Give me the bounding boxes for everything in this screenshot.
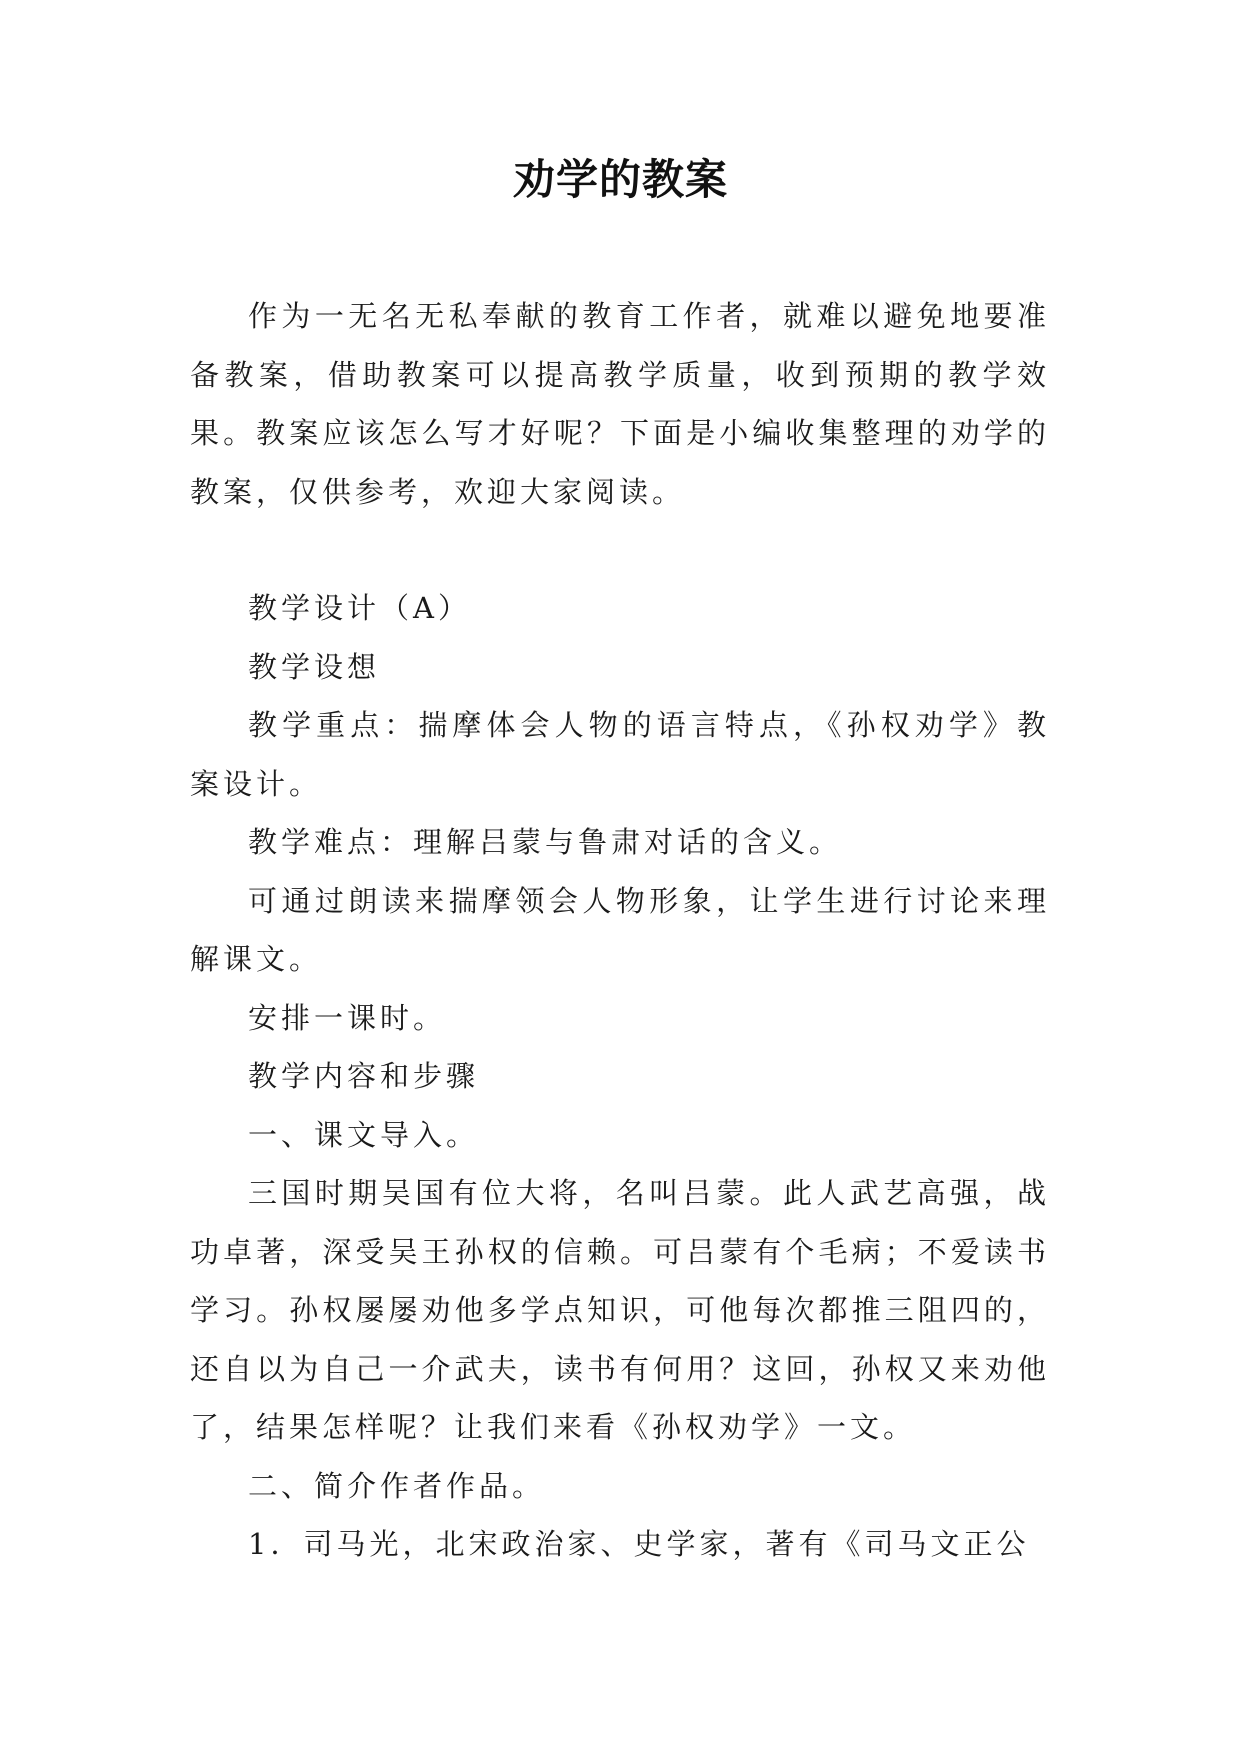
section-heading-teaching-concept: 教学设想 <box>248 649 381 684</box>
intro-paragraph: 作为一无名无私奉献的教育工作者，就难以避免地要准备教案，借助教案可以提高教学质量，收到预期的教学效果。教案应该怎么写才好呢？下面是小编收集整理的劝学的教案，仅供参考，欢迎大家阅读。 <box>190 299 1050 509</box>
section-heading-design-a: 教学设计（A） <box>248 591 471 625</box>
section-heading-introduction: 一、课文导入。 <box>248 1117 480 1152</box>
paragraph-author-item-1: 1．司马光，北宋政治家、史学家，著有《司马文正公 <box>248 1527 1030 1561</box>
paragraph-gap <box>190 521 1050 579</box>
document-body <box>190 287 1050 1574</box>
paragraph-schedule: 安排一课时。 <box>248 1000 447 1035</box>
paragraph-teaching-difficulty: 教学难点：理解吕蒙与鲁肃对话的含义。 <box>248 825 843 859</box>
section-heading-content-steps: 教学内容和步骤 <box>248 1059 480 1093</box>
paragraph-story: 三国时期吴国有位大将，名叫吕蒙。此人武艺高强，战功卓著，深受吴王孙权的信赖。可吕蒙有个毛病；不爱读书学习。孙权屡屡劝他多学点知识，可他每次都推三阻四的，还自以为自己一介武夫，读书有何用？这回，孙权又来劝他了，结果怎样呢？让我们来看《孙权劝学》一文。 <box>190 1176 1050 1444</box>
document-title: 劝学的教案 <box>512 155 728 204</box>
paragraph-method: 可通过朗读来揣摩领会人物形象，让学生进行讨论来理解课文。 <box>190 883 1050 976</box>
section-heading-author: 二、简介作者作品。 <box>248 1468 546 1503</box>
paragraph-teaching-focus: 教学重点：揣摩体会人物的语言特点，《孙权劝学》教案设计。 <box>190 708 1050 801</box>
